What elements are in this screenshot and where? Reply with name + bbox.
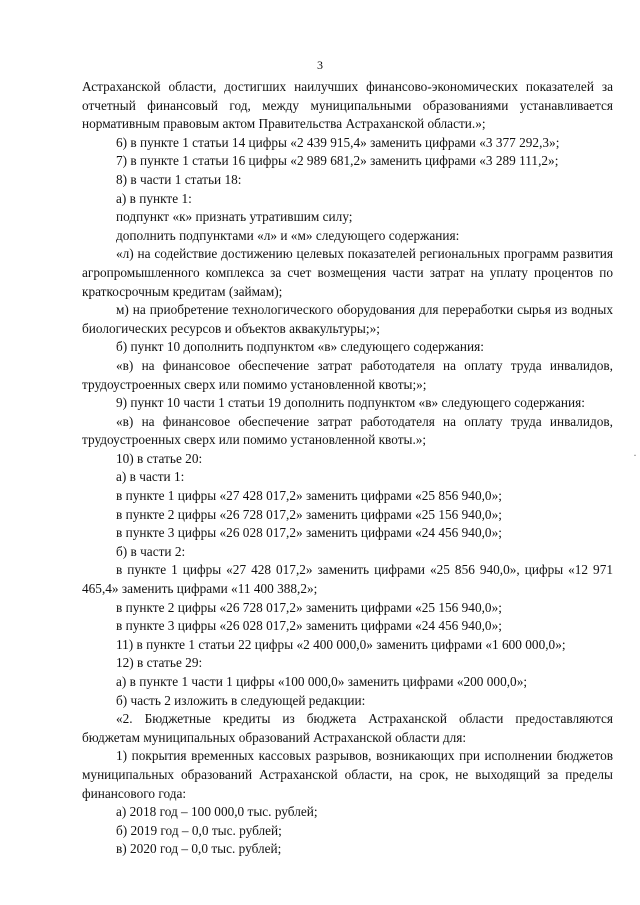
paragraph-17: в пункте 2 цифры «26 728 017,2» заменить цифрами «25 156 940,0»; — [116, 506, 502, 522]
document-body — [82, 78, 613, 859]
paragraph-22: в пункте 3 цифры «26 028 017,2» заменить цифрами «24 456 940,0»; — [116, 618, 502, 634]
page-number: 3 — [317, 58, 323, 72]
paragraph-9: м) на приобретение технологического оборудования для переработки сырья из водных биологических ресурсов и объектов аквакультуры;»; — [82, 302, 613, 336]
paragraph-15: а) в части 1: — [116, 469, 185, 485]
paragraph-30: б) 2019 год – 0,0 тыс. рублей; — [116, 822, 282, 838]
paragraph-13: «в) на финансовое обеспечение затрат работодателя на оплату труда инвалидов, трудоустроенных сверх или помимо установленной квоты.»; — [82, 413, 613, 448]
paragraph-25: а) в пункте 1 части 1 цифры «100 000,0» заменить цифрами «200 000,0»; — [116, 674, 528, 689]
paragraph-10: б) пункт 10 дополнить подпунктом «в» следующего содержания: — [116, 339, 484, 355]
paragraph-1: Астраханской области, достигших наилучших финансово-экономических показателей за отчетный финансовый год, между муниципальными образованиями устанавливается нормативным правовым актом Правительства Астраханской области.»; — [82, 79, 613, 132]
paragraph-11: «в) на финансовое обеспечение затрат работодателя на оплату труда инвалидов, трудоустроенных сверх или помимо установленной квоты;»; — [82, 357, 613, 392]
paragraph-16: в пункте 1 цифры «27 428 017,2» заменить цифрами «25 856 940,0»; — [116, 488, 502, 504]
paragraph-3: 7) в пункте 1 статьи 16 цифры «2 989 681,2» заменить цифрами «3 289 111,2»; — [116, 153, 559, 169]
paragraph-29: а) 2018 год – 100 000,0 тыс. рублей; — [116, 804, 318, 820]
paragraph-12: 9) пункт 10 части 1 статьи 19 дополнить подпунктом «в» следующего содержания: — [116, 395, 585, 411]
paragraph-20: в пункте 1 цифры «27 428 017,2» заменить цифрами «25 856 940,0», цифры «12 971 465,4» заменить цифрами «11 400 388,2»; — [82, 562, 613, 597]
paragraph-7: дополнить подпунктами «л» и «м» следующего содержания: — [116, 227, 460, 243]
paragraph-6: подпункт «к» признать утратившим силу; — [116, 209, 353, 225]
paragraph-24: 12) в статье 29: — [116, 655, 203, 671]
paragraph-19: б) в части 2: — [116, 543, 186, 559]
paragraph-2: 6) в пункте 1 статьи 14 цифры «2 439 915,4» заменить цифрами «3 377 292,3»; — [116, 134, 560, 150]
paragraph-5: а) в пункте 1: — [116, 190, 192, 206]
paragraph-23: 11) в пункте 1 статьи 22 цифры «2 400 000,0» заменить цифрами «1 600 000,0»; — [116, 636, 566, 652]
paragraph-26: б) часть 2 изложить в следующей редакции: — [116, 692, 366, 708]
paragraph-28: 1) покрытия временных кассовых разрывов, возникающих при исполнении бюджетов муниципальных образований Астраханской области, на срок, не выходящий за пределы финансового года: — [82, 748, 613, 801]
paragraph-4: 8) в части 1 статьи 18: — [116, 171, 242, 187]
paragraph-27: «2. Бюджетные кредиты из бюджета Астраханской области предоставляются бюджетам муниципальных образований Астраханской области для: — [82, 711, 613, 745]
paragraph-18: в пункте 3 цифры «26 028 017,2» заменить цифрами «24 456 940,0»; — [116, 525, 502, 541]
paragraph-8: «л) на содействие достижению целевых показателей региональных программ развития агропромышленного комплекса за счет возмещения части затрат на уплату процентов по краткосрочным кредитам (займам); — [82, 246, 613, 299]
paragraph-14: 10) в статье 20: — [116, 450, 203, 466]
paragraph-31: в) 2020 год – 0,0 тыс. рублей; — [116, 841, 282, 857]
scan-edge-mark: · — [633, 448, 637, 462]
paragraph-21: в пункте 2 цифры «26 728 017,2» заменить цифрами «25 156 940,0»; — [116, 599, 502, 615]
